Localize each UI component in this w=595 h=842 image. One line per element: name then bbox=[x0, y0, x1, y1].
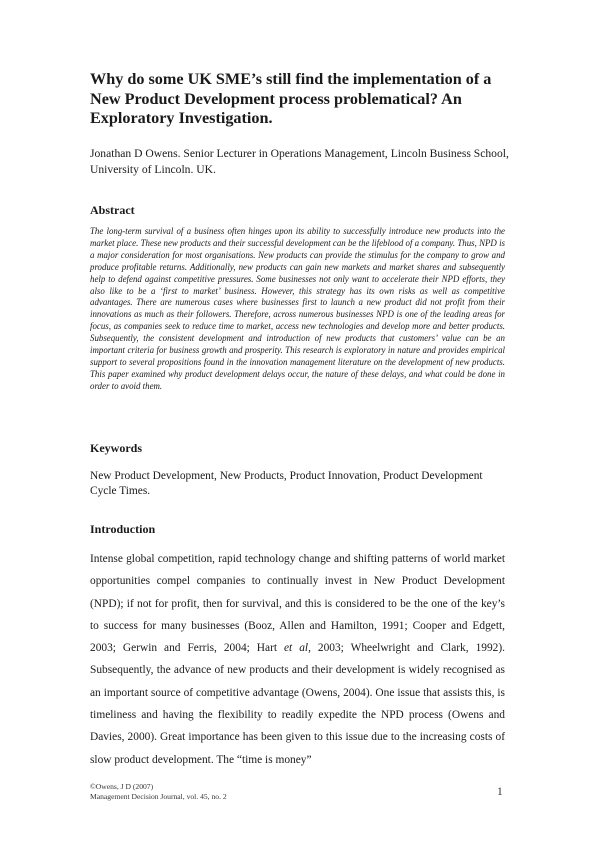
footer-copyright: ©Owens, J D (2007) bbox=[90, 782, 154, 791]
footer-journal: Management Decision Journal, vol. 45, no. 2 bbox=[90, 792, 227, 801]
keywords-text: New Product Development, New Products, Product Innovation, Product Development Cycle Times. bbox=[90, 470, 483, 497]
keywords-heading: Keywords bbox=[90, 441, 142, 455]
intro-text-part-2: , 2003; Wheelwright and Clark, 1992). Subsequently, the advance of new products and their development is widely recognised as an important source of competitive advantage (Owens, 2004). One issue that assists this, is timeliness and having the flexibility to readily expedite the NPD process (Owens and Davies, 2000). Great importance has been given to this issue due to the increasing costs of slow product development. The “time is money” bbox=[90, 642, 505, 766]
page-number: 1 bbox=[497, 786, 503, 798]
intro-text-part-1: Intense global competition, rapid technology change and shifting patterns of world market opportunities compel companies to continually invest in New Product Development (NPD); if not for profit, then for survival, and this is considered to be the one of the key’s to success for many businesses (Booz, Allen and Hamilton, 1991; Cooper and Edgett, 2003; Gerwin and Ferris, 2004; Hart bbox=[90, 553, 505, 655]
introduction-paragraph bbox=[90, 548, 505, 771]
intro-italic-et-al: et al bbox=[284, 642, 309, 655]
page-footer bbox=[90, 782, 227, 802]
introduction-heading: Introduction bbox=[90, 522, 156, 536]
paper-title: Why do some UK SME’s still find the implementation of a New Product Development process problematical? An Exploratory Investigation. bbox=[90, 70, 492, 127]
abstract-heading: Abstract bbox=[90, 203, 135, 217]
abstract-text: The long-term survival of a business often hinges upon its ability to successfully introduce new products into the market place. These new products and their successful development can be the lifeblood of a company. Thus, NPD is a major consideration for most organisations. New products can provide the stimulus for the company to grow and produce profitable returns. Additionally, new products can gain new markets and market shares and subsequently help to defend against competitive pressures. Some businesses not only want to accelerate their NPD efforts, they also like to be a ‘first to market’ business. However, this strategy has its own risks as well as competitive advantages. There are numerous cases where businesses first to launch a new product did not profit from their innovations as much as their followers. Therefore, across numerous businesses NPD is one of the leading areas for focus, as companies seek to reduce time to market, access new technologies and develop more and better products. Subsequently, the consistent development and introduction of new products that customers’ value can be an important criteria for business growth and prosperity. This research is exploratory in nature and provides empirical support to several propositions found in the innovation management literature on the development of new products. This paper examined why product development delays occur, the nature of these delays, and what could be done in order to avoid them. bbox=[90, 226, 505, 391]
author-affiliation: Jonathan D Owens. Senior Lecturer in Operations Management, Lincoln Business School, University of Lincoln. UK. bbox=[90, 147, 509, 176]
